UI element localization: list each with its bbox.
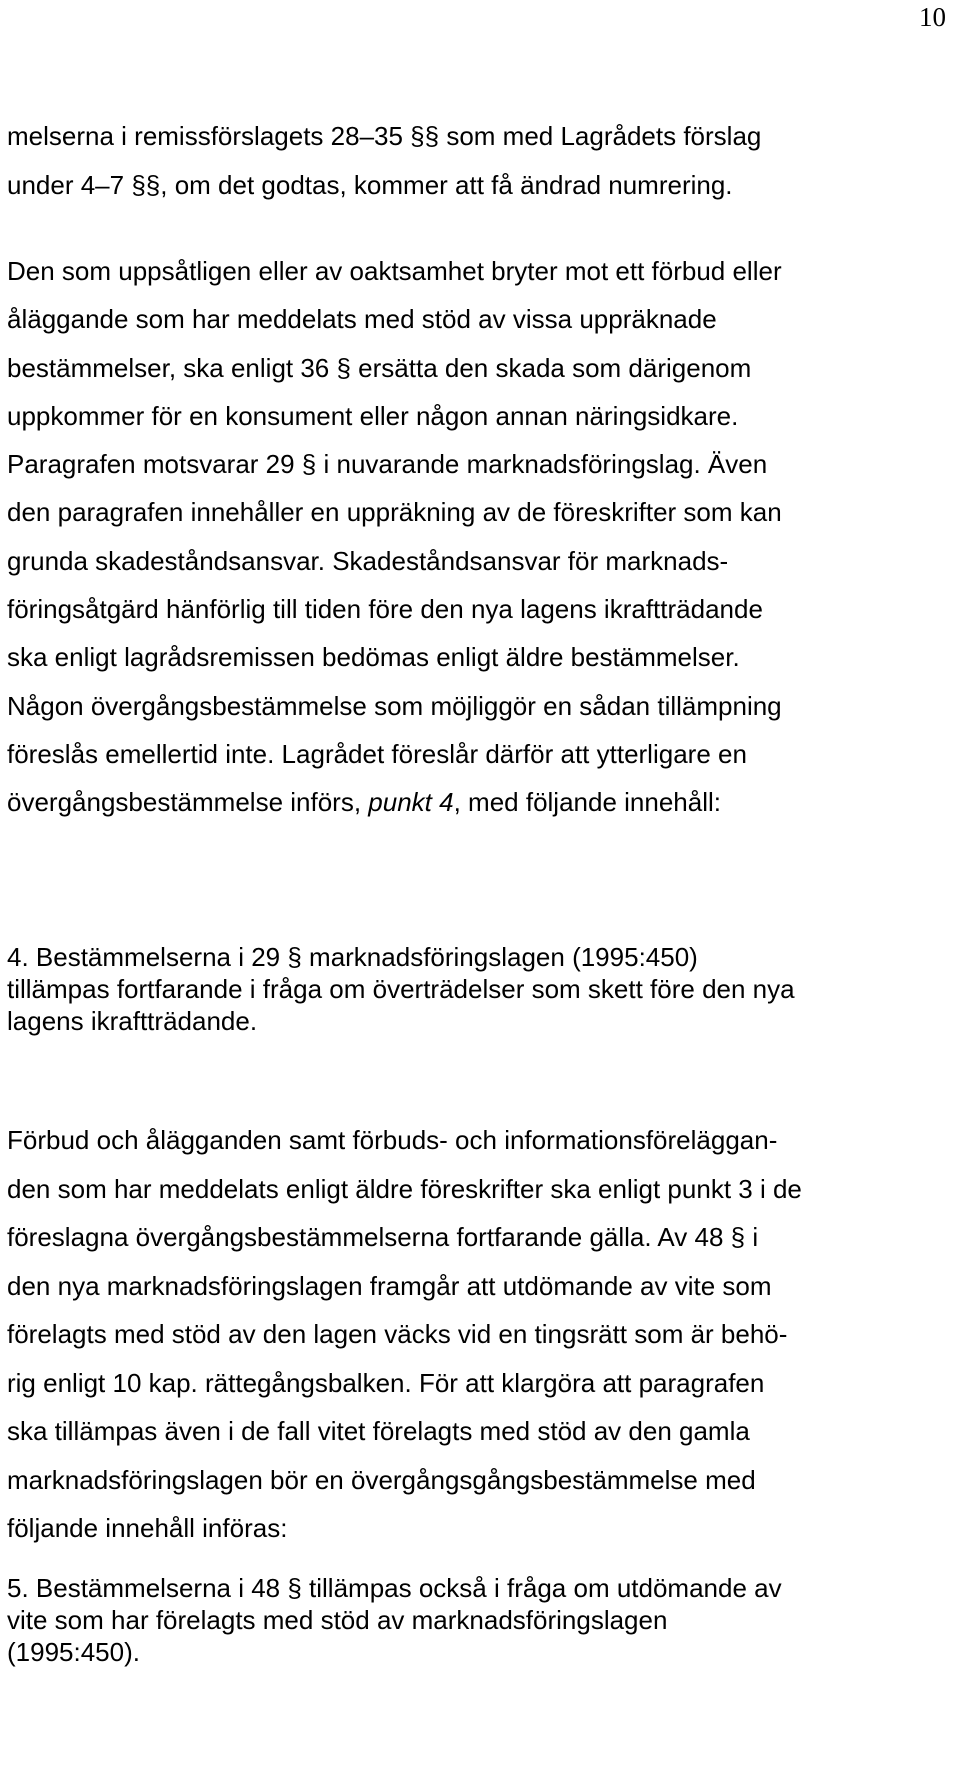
text-line: vite som har förelagts med stöd av marknadsföringslagen <box>7 1605 668 1635</box>
paragraph-damages <box>7 247 922 827</box>
text-line: den nya marknadsföringslagen framgår att utdömande av vite som <box>7 1270 772 1301</box>
text-line: åläggande som har meddelats med stöd av vissa uppräknade <box>7 304 717 335</box>
text-line: föreslås emellertid inte. Lagrådet föreslår därför att ytterligare en <box>7 738 747 769</box>
text-line: den paragrafen innehåller en uppräkning av de föreskrifter som kan <box>7 497 782 528</box>
proposed-provision-5 <box>7 1572 922 1668</box>
text-line: förelagts med stöd av den lagen väcks vid en tingsrätt som är behö- <box>7 1319 788 1349</box>
text-line: Förbud och ålägganden samt förbuds- och informationsföreläggan- <box>7 1125 778 1155</box>
text-line: Någon övergångsbestämmelse som möjliggör en sådan tillämpning <box>7 690 782 721</box>
text-line: grunda skadeståndsansvar. Skadeståndsansvar för marknads- <box>7 545 729 576</box>
text-line: den som har meddelats enligt äldre föreskrifter ska enligt punkt 3 i de <box>7 1173 802 1204</box>
text-line: (1995:450). <box>7 1637 140 1667</box>
text-line: 5. Bestämmelserna i 48 § tillämpas också i fråga om utdömande av <box>7 1573 782 1603</box>
text-line: ska enligt lagrådsremissen bedömas enligt äldre bestämmelser. <box>7 642 740 673</box>
text-line-with-emphasis <box>7 778 922 826</box>
text-line: under 4–7 §§, om det godtas, kommer att få ändrad numrering. <box>7 170 733 200</box>
text-line: lagens ikraftträdande. <box>7 1006 258 1036</box>
text-line: uppkommer för en konsument eller någon annan näringsidkare. <box>7 400 739 431</box>
text-segment: övergångsbestämmelse införs, <box>7 787 369 818</box>
text-line: melserna i remissförslagets 28–35 §§ som med Lagrådets förslag <box>7 121 762 151</box>
text-line: tillämpas fortfarande i fråga om överträdelser som skett före den nya <box>7 974 795 1004</box>
text-line: ska tillämpas även i de fall vitet förelagts med stöd av den gamla <box>7 1416 750 1446</box>
text-line: föringsåtgärd hänförlig till tiden före den nya lagens ikraftträdande <box>7 594 763 625</box>
text-line: bestämmelser, ska enligt 36 § ersätta den skada som därigenom <box>7 352 752 383</box>
text-line: Paragrafen motsvarar 29 § i nuvarande marknadsföringslag. Även <box>7 449 768 480</box>
text-line: 4. Bestämmelserna i 29 § marknadsföringslagen (1995:450) <box>7 942 698 972</box>
text-line: följande innehåll införas: <box>7 1513 288 1543</box>
text-line: rig enligt 10 kap. rättegångsbalken. För att klargöra att paragrafen <box>7 1367 765 1398</box>
text-line: Den som uppsåtligen eller av oaktsamhet bryter mot ett förbud eller <box>7 256 782 286</box>
paragraph-renumbering <box>7 112 922 210</box>
text-line: marknadsföringslagen bör en övergångsgångsbestämmelse med <box>7 1464 756 1495</box>
proposed-provision-4 <box>7 941 922 1037</box>
paragraph-prohibitions <box>7 1116 922 1553</box>
emphasis-punkt: punkt 4 <box>368 787 454 818</box>
text-segment: , med följande innehåll: <box>453 787 721 818</box>
page-number: 10 <box>919 2 946 32</box>
text-line: föreslagna övergångsbestämmelserna fortfarande gälla. Av 48 § i <box>7 1222 759 1252</box>
